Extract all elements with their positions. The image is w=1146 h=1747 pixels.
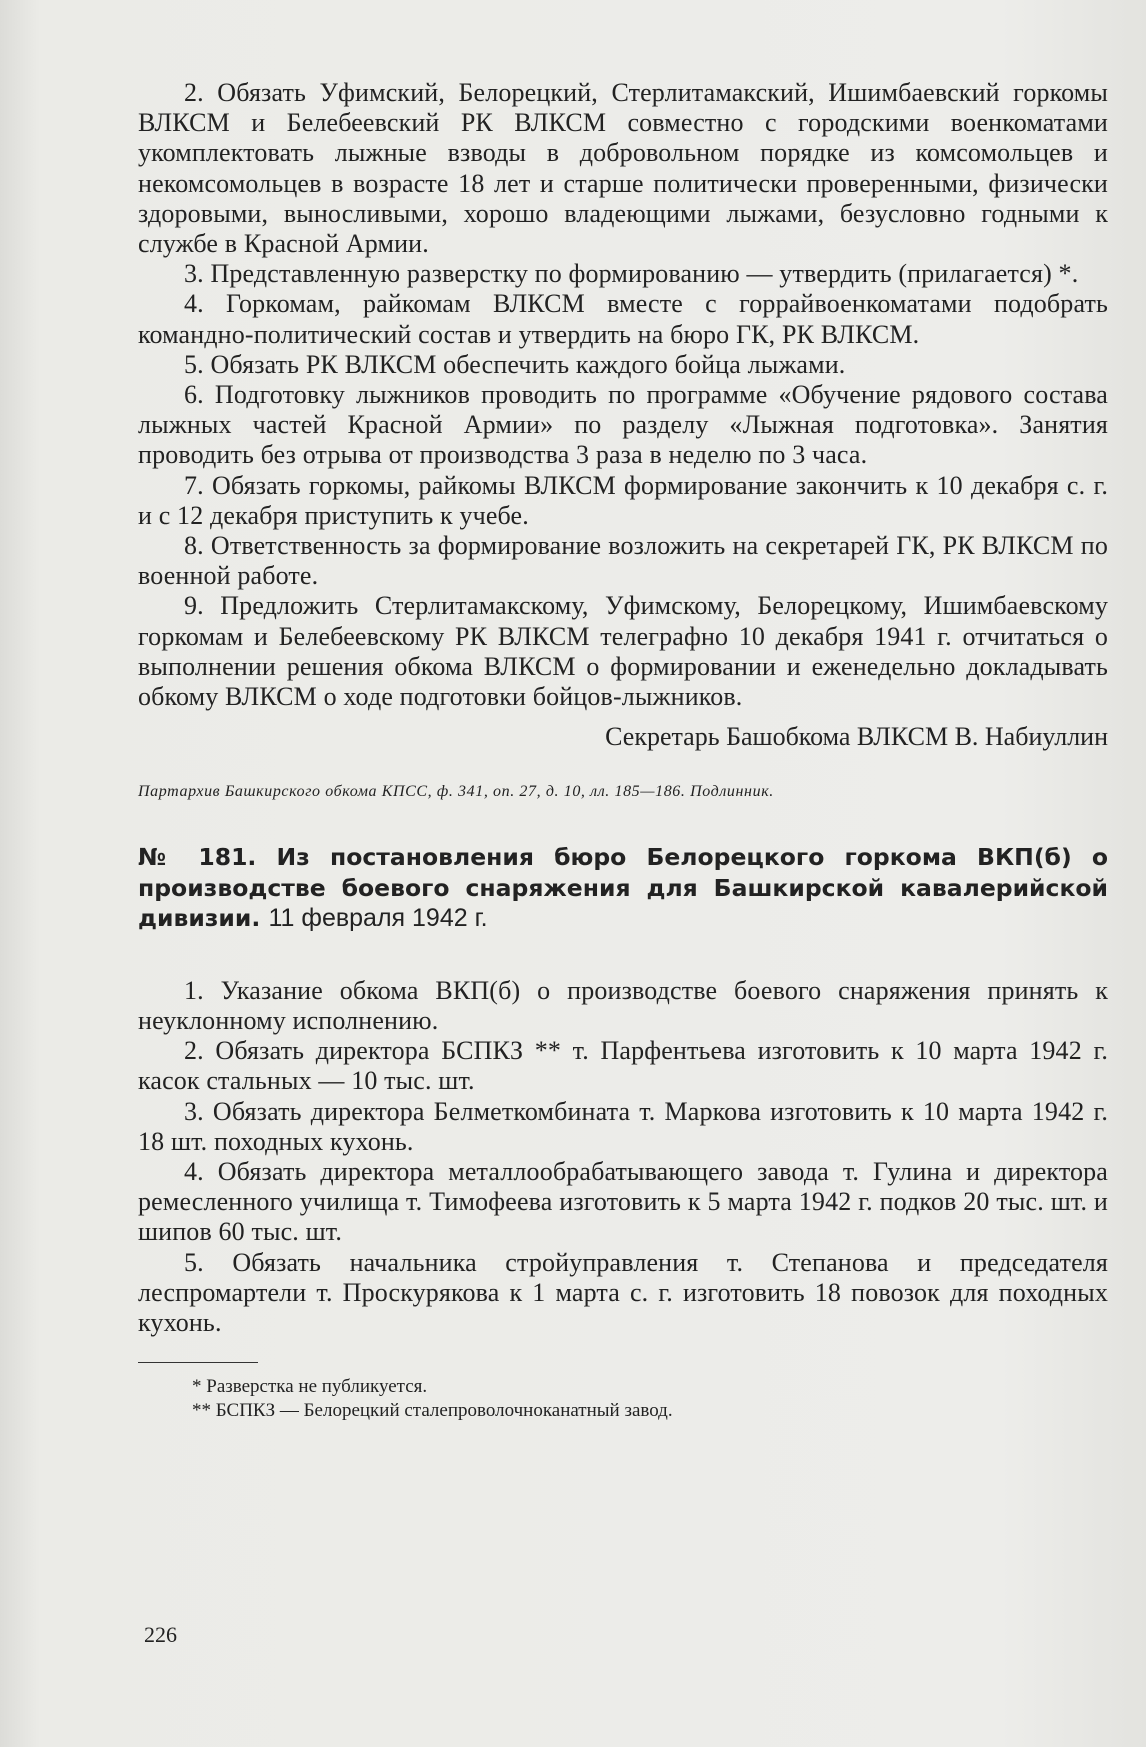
paragraph-item-5: 5. Обязать начальника стройуправления т. Степанова и председателя леспромартели т. Проскурякова к 1 марта с. г. изготовить 18 повозок для походных кухонь.: [138, 1247, 1108, 1337]
text-column: [138, 78, 1108, 1423]
resolution-items-bottom: [138, 976, 1108, 1338]
paragraph-item-6: 6. Подготовку лыжников проводить по программе «Обучение рядового состава лыжных частей Красной Армии» по разделу «Лыжная подготовка». Занятия проводить без отрыва от производства 3 раза в неделю по 3 часа.: [138, 380, 1108, 470]
paragraph-item-2: 2. Обязать Уфимский, Белорецкий, Стерлитамакский, Ишимбаевский горкомы ВЛКСМ и Белебеевский РК ВЛКСМ совместно с городскими военкоматами укомплектовать лыжные взводы в добровольном порядке из комсомольцев и некомсомольцев в возрасте 18 лет и старше политически проверенными, физически здоровыми, выносливыми, хорошо владеющими лыжами, безусловно годными к службе в Красной Армии.: [138, 78, 1108, 259]
paragraph-item-3: 3. Обязать директора Белметкомбината т. Маркова изготовить к 10 марта 1942 г. 18 шт. походных кухонь.: [138, 1096, 1108, 1156]
paragraph-item-5: 5. Обязать РК ВЛКСМ обеспечить каждого бойца лыжами.: [184, 349, 846, 379]
paragraph-item-4: 4. Горкомам, райкомам ВЛКСМ вместе с горрайвоенкоматами подобрать командно-политический состав и утвердить на бюро ГК, РК ВЛКСМ.: [138, 289, 1108, 349]
archive-reference: Партархив Башкирского обкома КПСС, ф. 341, оп. 27, д. 10, лл. 185—186. Подлинник.: [138, 783, 774, 801]
paragraph-item-9: 9. Предложить Стерлитамакскому, Уфимскому, Белорецкому, Ишимбаевскому горкомам и Белебеевскому РК ВЛКСМ телеграфно 10 декабря 1941 г. отчитаться о выполнении решения обкома ВЛКСМ о формировании и еженедельно докладывать обкому ВЛКСМ о ходе подготовки бойцов-лыжников.: [138, 591, 1108, 712]
paragraph-item-3: 3. Представленную разверстку по формированию — утвердить (прилагается) *.: [184, 259, 1079, 289]
paragraph-item-7: 7. Обязать горкомы, райкомы ВЛКСМ формирование закончить к 10 декабря с. г. и с 12 декабря приступить к учебе.: [138, 470, 1108, 530]
footnote: * Разверстка не публикуется.: [192, 1376, 428, 1398]
resolution-items-top: [138, 78, 1108, 712]
document-heading: [138, 842, 1108, 934]
signature-line: Секретарь Башобкома ВЛКСМ В. Набиуллин: [605, 722, 1108, 752]
paragraph-item-4: 4. Обязать директора металлообрабатывающего завода т. Гулина и директора ремесленного училища т. Тимофеева изготовить к 5 марта 1942 г. подков 20 тыс. шт. и шипов 60 тыс. шт.: [138, 1156, 1108, 1247]
paragraph-item-1: 1. Указание обкома ВКП(б) о производстве боевого снаряжения принять к неуклонному исполнению.: [138, 975, 1108, 1035]
page-number: 226: [144, 1622, 177, 1647]
heading-date: 11 февраля 1942 г.: [268, 904, 488, 933]
paragraph-item-2: 2. Обязать директора БСПКЗ ** т. Парфентьева изготовить к 10 марта 1942 г. касок стальных — 10 тыс. шт.: [138, 1036, 1108, 1096]
heading-title: № 181. Из постановления бюро Белорецкого горкома ВКП(б) о производстве боевого снаряжения для Башкирской кавалерийской дивизии.: [138, 843, 1108, 933]
footnote: ** БСПКЗ — Белорецкий сталепроволочноканатный завод.: [192, 1400, 673, 1422]
paragraph-item-8: 8. Ответственность за формирование возложить на секретарей ГК, РК ВЛКСМ по военной работе.: [138, 531, 1108, 591]
footnote-divider: [138, 1362, 258, 1363]
